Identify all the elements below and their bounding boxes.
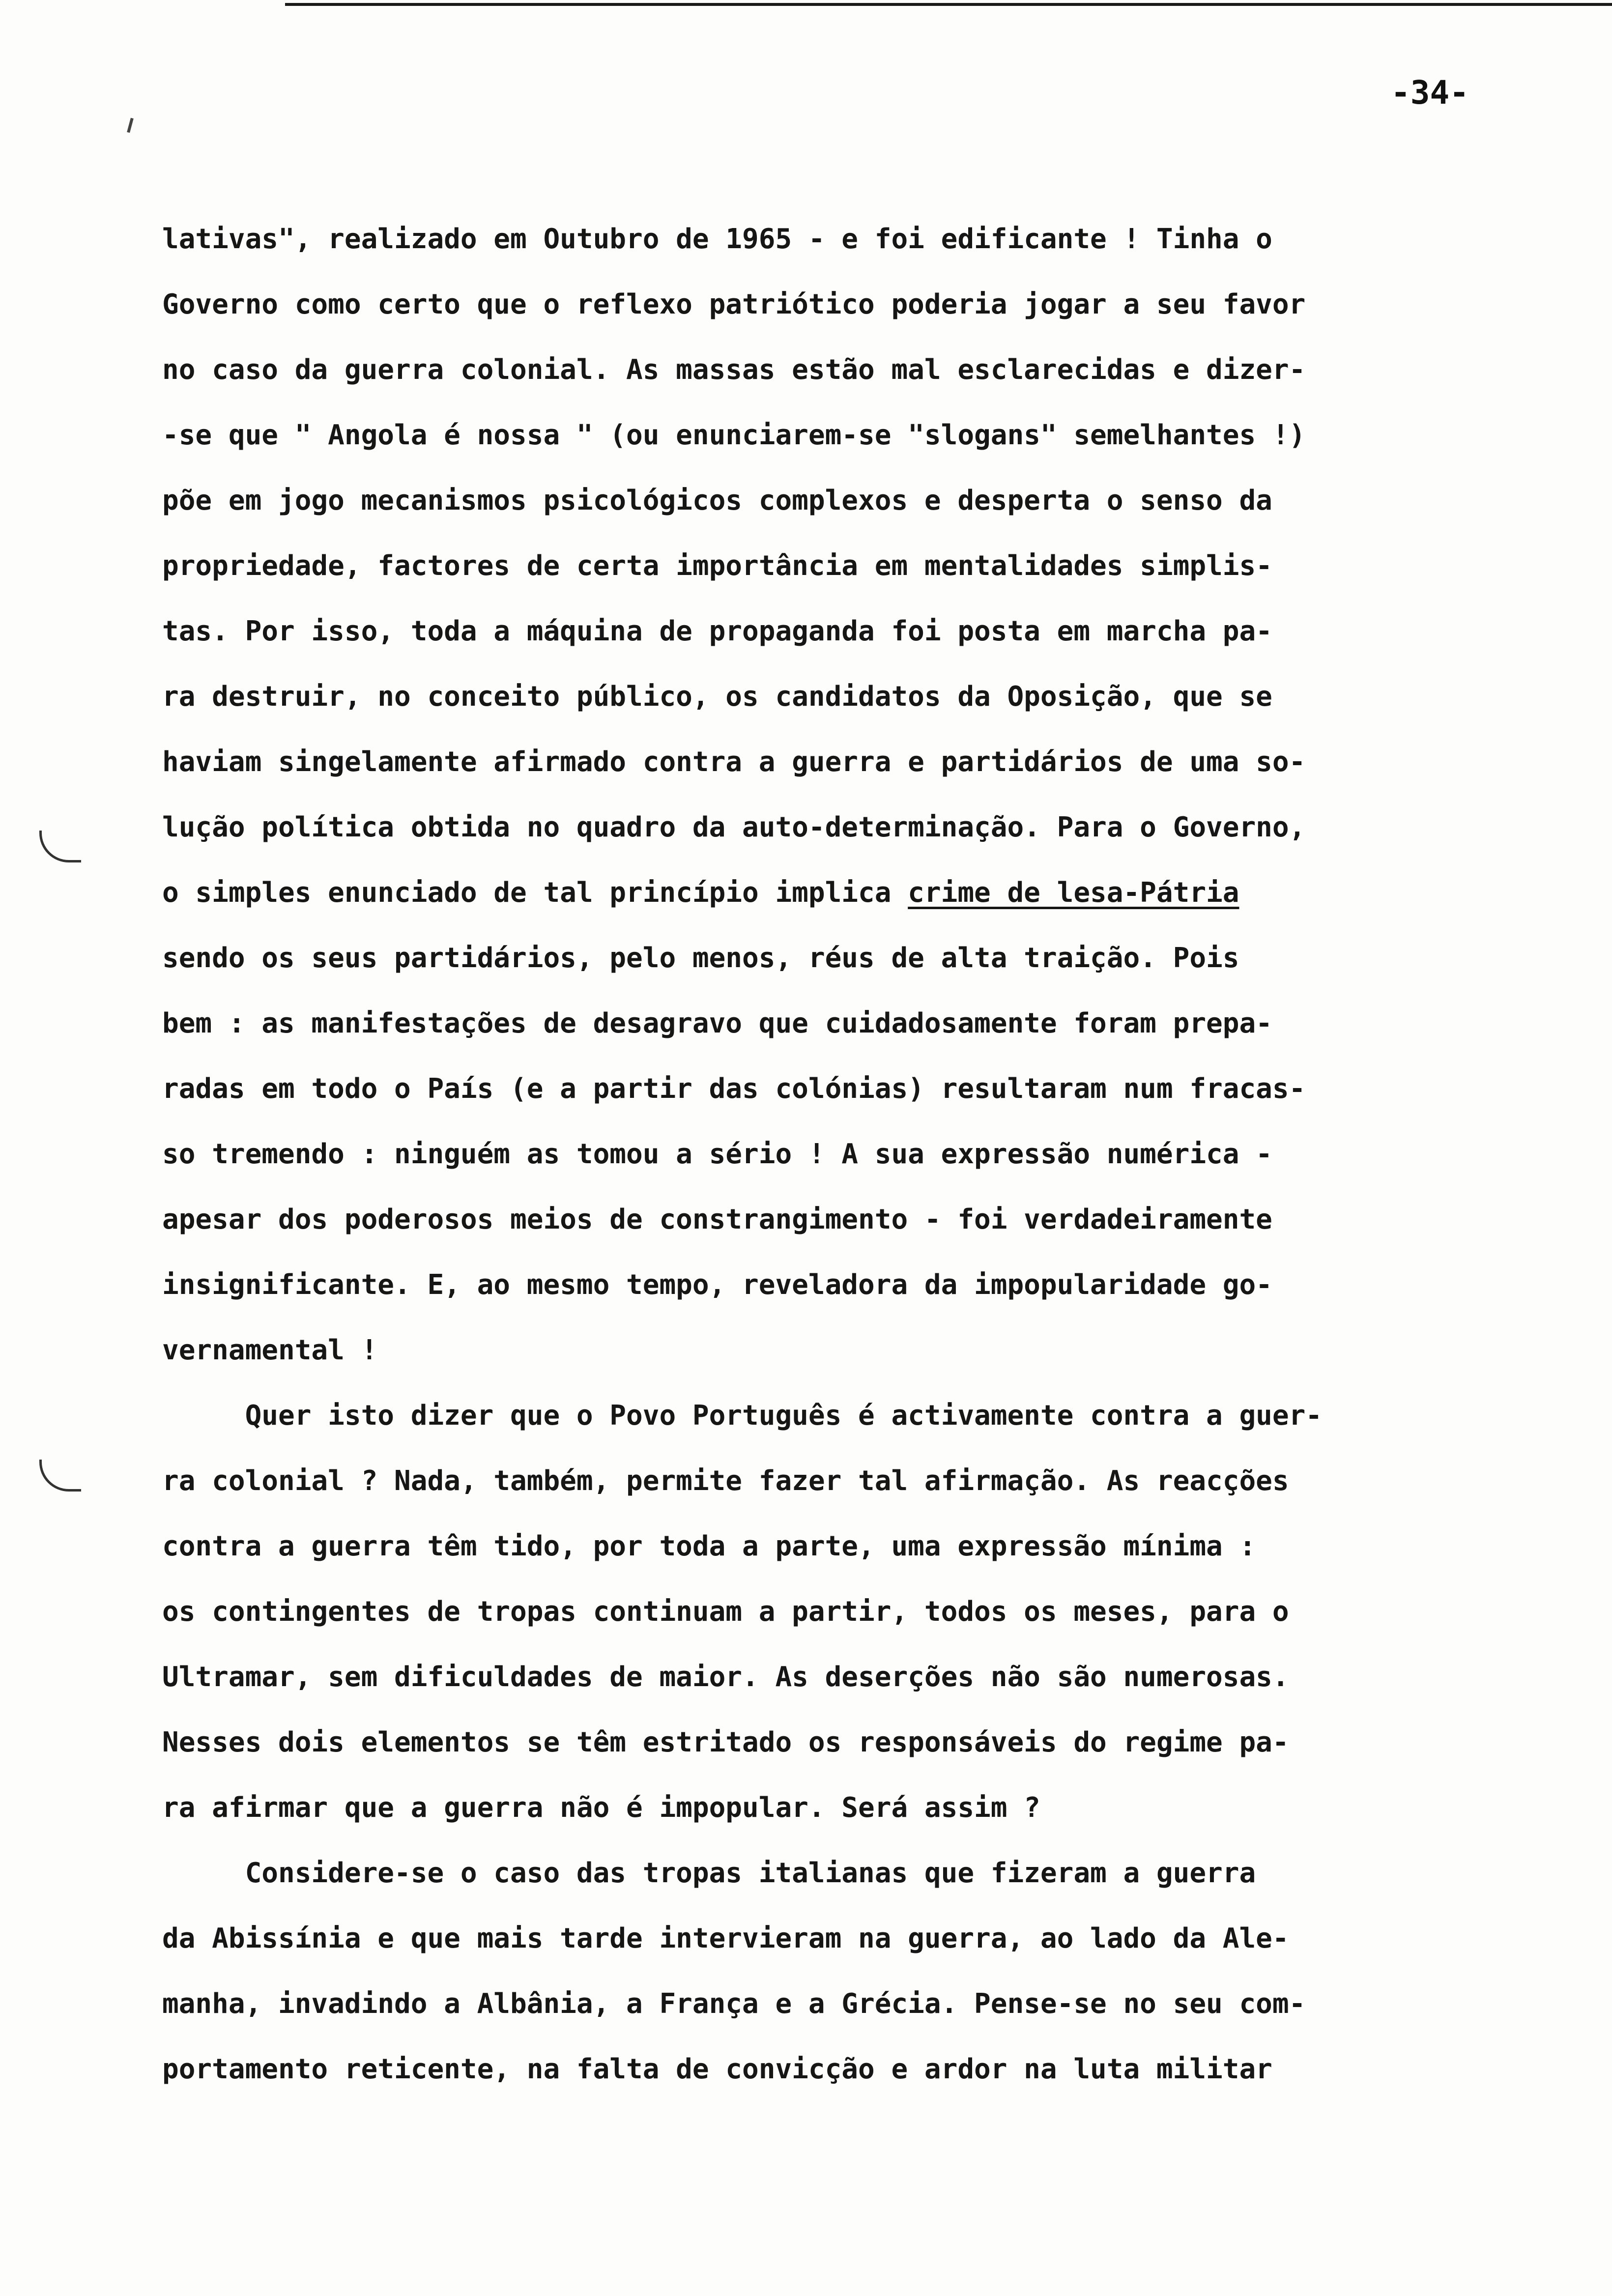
text-line <box>162 860 1587 925</box>
text-segment: o simples enunciado de tal princípio implica <box>162 877 908 909</box>
text-line: ra afirmar que a guerra não é impopular. Será assim ? <box>162 1792 1040 1824</box>
underlined-phrase: crime de lesa-Pátria <box>908 877 1239 909</box>
text-line: lução política obtida no quadro da auto-determinação. Para o Governo, <box>162 811 1306 843</box>
top-rule <box>285 3 1612 6</box>
text-line: Ultramar, sem dificuldades de maior. As deserções não são numerosas. <box>162 1661 1289 1693</box>
text-line: no caso da guerra colonial. As massas estão mal esclarecidas e dizer- <box>162 354 1306 386</box>
margin-mark <box>39 831 81 862</box>
text-line: propriedade, factores de certa importância em mentalidades simplis- <box>162 550 1272 582</box>
text-line: insignificante. E, ao mesmo tempo, reveladora da impopularidade go- <box>162 1269 1272 1301</box>
page-number: -34- <box>1391 74 1469 112</box>
text-line: ra destruir, no conceito público, os candidatos da Oposição, que se <box>162 681 1272 713</box>
text-line: da Abissínia e que mais tarde intervieram na guerra, ao lado da Ale- <box>162 1923 1289 1954</box>
body-text <box>162 206 1587 2102</box>
text-line: sendo os seus partidários, pelo menos, réus de alta traição. Pois <box>162 942 1239 974</box>
text-line: Governo como certo que o reflexo patriótico poderia jogar a seu favor <box>162 288 1306 320</box>
text-line: radas em todo o País (e a partir das colónias) resultaram num fracas- <box>162 1073 1306 1105</box>
text-line: os contingentes de tropas continuam a partir, todos os meses, para o <box>162 1596 1289 1628</box>
text-line: manha, invadindo a Albânia, a França e a Grécia. Pense-se no seu com- <box>162 1988 1306 2020</box>
text-line: Nesses dois elementos se têm estritado os responsáveis do regime pa- <box>162 1726 1289 1758</box>
text-line: Quer isto dizer que o Povo Português é activamente contra a guer- <box>162 1400 1323 1432</box>
margin-mark <box>39 1460 81 1492</box>
text-line: ra colonial ? Nada, também, permite fazer tal afirmação. As reacções <box>162 1465 1289 1497</box>
text-line: portamento reticente, na falta de convicção e ardor na luta militar <box>162 2053 1272 2085</box>
margin-tick <box>127 118 134 133</box>
text-line: apesar dos poderosos meios de constrangimento - foi verdadeiramente <box>162 1204 1272 1235</box>
text-line: vernamental ! <box>162 1334 378 1366</box>
text-line: contra a guerra têm tido, por toda a parte, uma expressão mínima : <box>162 1530 1256 1562</box>
text-line: lativas", realizado em Outubro de 1965 - e foi edificante ! Tinha o <box>162 223 1272 255</box>
text-line: -se que " Angola é nossa " (ou enunciarem-se "slogans" semelhantes !) <box>162 419 1306 451</box>
text-line: haviam singelamente afirmado contra a guerra e partidários de uma so- <box>162 746 1306 778</box>
text-line: tas. Por isso, toda a máquina de propaganda foi posta em marcha pa- <box>162 615 1272 647</box>
text-line: põe em jogo mecanismos psicológicos complexos e desperta o senso da <box>162 485 1272 517</box>
text-line: so tremendo : ninguém as tomou a sério ! A sua expressão numérica - <box>162 1138 1272 1170</box>
text-line: Considere-se o caso das tropas italianas que fizeram a guerra <box>162 1857 1256 1889</box>
text-line: bem : as manifestações de desagravo que cuidadosamente foram prepa- <box>162 1007 1272 1039</box>
